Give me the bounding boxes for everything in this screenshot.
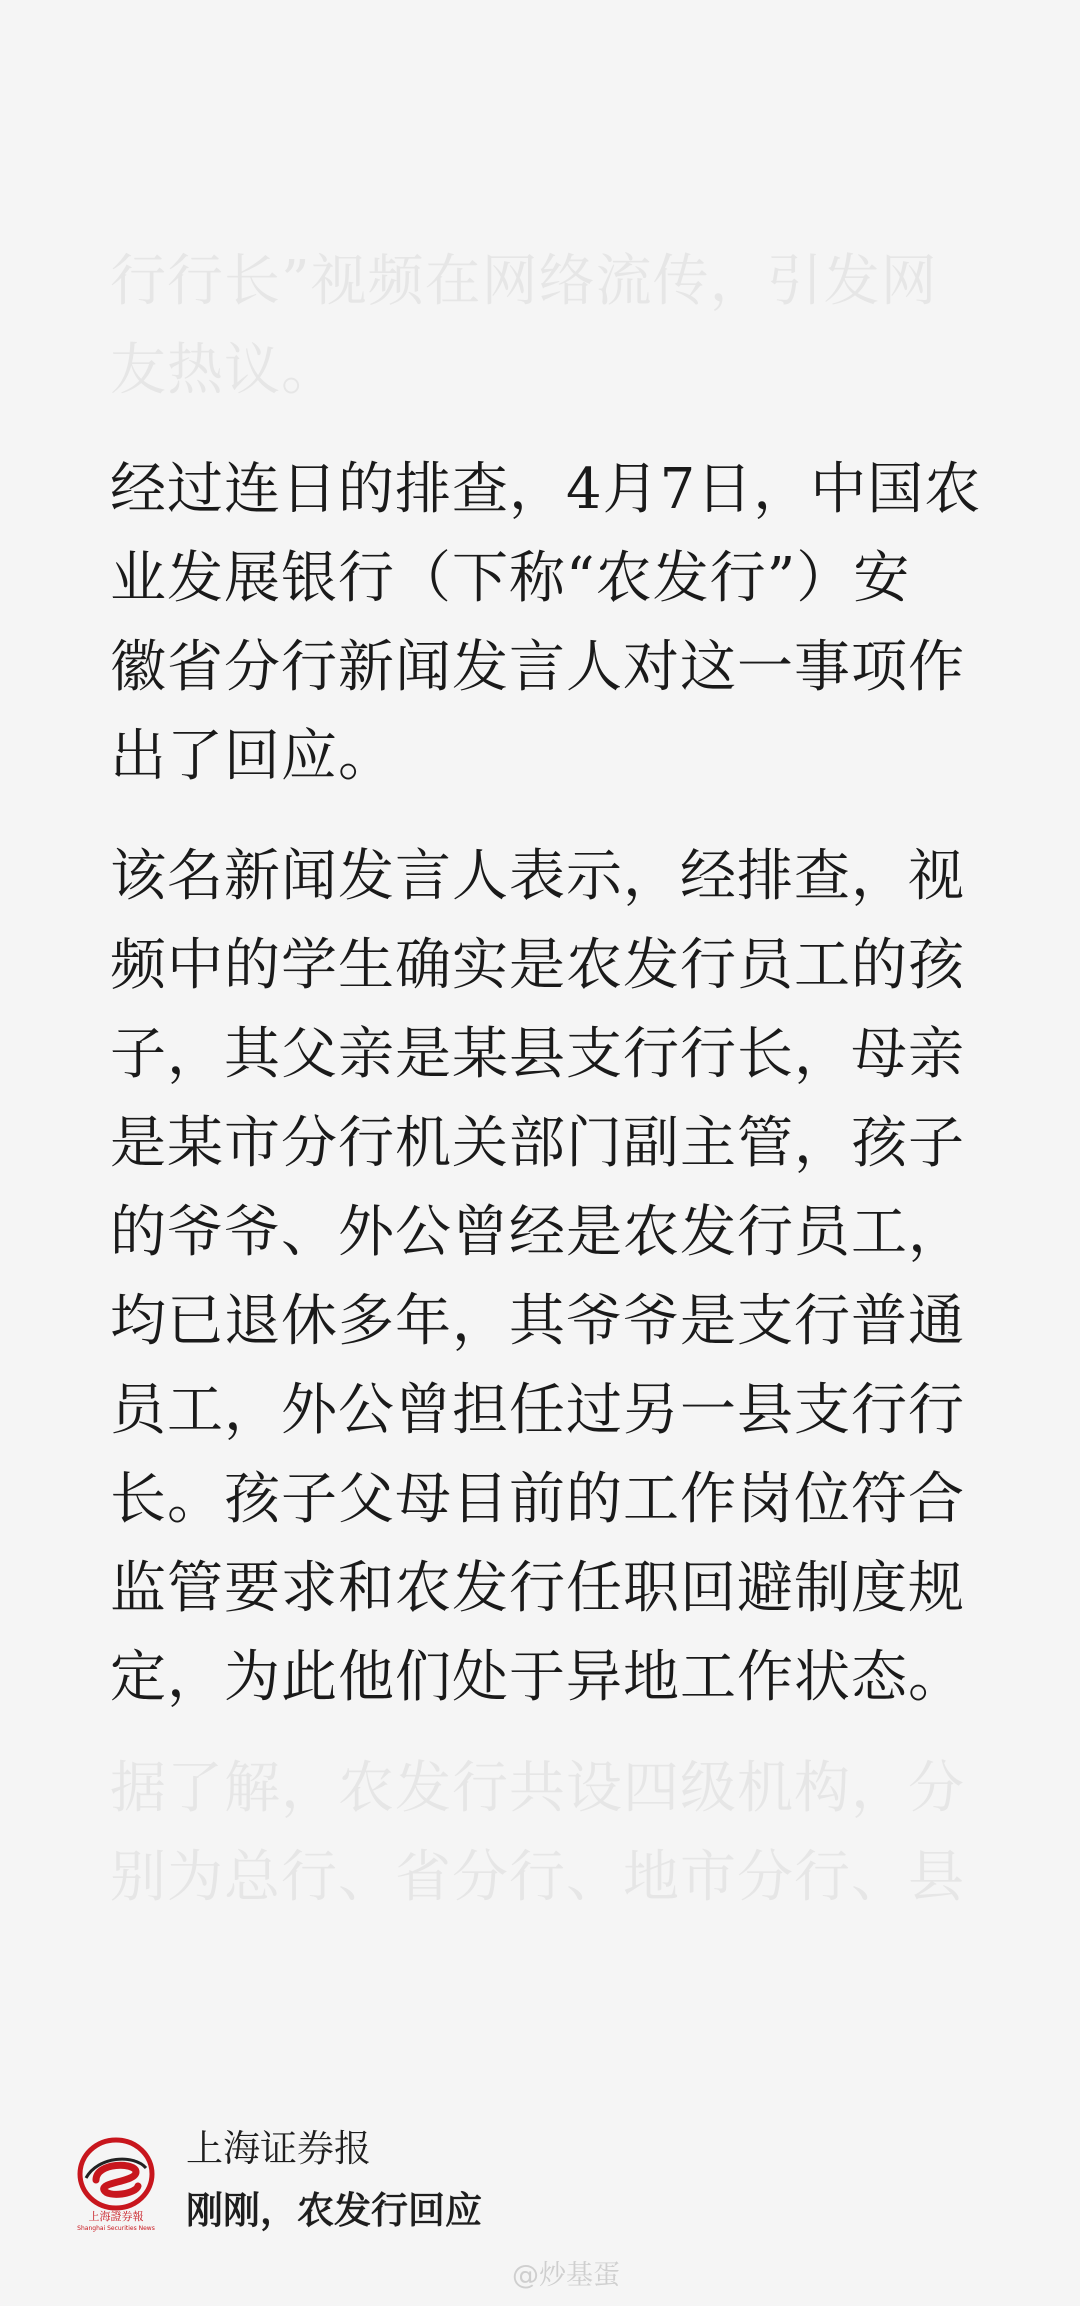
text-line: 该名新闻发言人表示，经排查，视 bbox=[110, 844, 965, 909]
svg-text:Shanghai Securities News: Shanghai Securities News bbox=[77, 2225, 155, 2232]
text-line: 友热议。 bbox=[110, 338, 338, 403]
text-line: 定，为此他们处于异地工作状态。 bbox=[110, 1645, 965, 1710]
paragraph-response bbox=[110, 445, 982, 801]
text-line: 徽省分行新闻发言人对这一事项作 bbox=[110, 635, 965, 700]
faded-next-paragraph bbox=[110, 1744, 970, 1922]
text-line: 频中的学生确实是农发行员工的孩 bbox=[110, 933, 965, 998]
source-name: 上海证券报 bbox=[186, 2127, 371, 2170]
svg-text:上海證券報: 上海證券報 bbox=[88, 2210, 144, 2223]
text-line: 据了解，农发行共设四级机构，分 bbox=[110, 1756, 965, 1821]
text-line: 均已退休多年，其爷爷是支行普通 bbox=[110, 1289, 965, 1354]
text-line: 别为总行、省分行、地市分行、县 bbox=[110, 1845, 965, 1910]
text-line: 经过连日的排查，4月7日，中国农 bbox=[110, 457, 982, 522]
source-headline: 刚刚，农发行回应 bbox=[186, 2189, 482, 2232]
text-line: 业发展银行（下称“农发行”）安 bbox=[110, 546, 911, 611]
top-fade-overlay bbox=[0, 0, 1080, 180]
text-line: 的爷爷、外公曾经是农发行员工， bbox=[110, 1200, 965, 1265]
text-line: 长。孩子父母目前的工作岗位符合 bbox=[110, 1467, 965, 1532]
text-line: 子，其父亲是某县支行行长，母亲 bbox=[110, 1022, 965, 1087]
text-line: 监管要求和农发行任职回避制度规 bbox=[110, 1556, 965, 1621]
faded-previous-paragraph bbox=[110, 237, 970, 415]
text-line: 员工，外公曾担任过另一县支行行 bbox=[110, 1378, 965, 1443]
text-line: 行行长”视频在网络流传，引发网 bbox=[110, 249, 938, 314]
text-line: 出了回应。 bbox=[110, 724, 395, 789]
paragraph-spokesperson-statement bbox=[110, 832, 970, 1722]
shanghai-securities-news-logo-icon bbox=[74, 2132, 158, 2232]
weibo-watermark: @炒基蛋 bbox=[512, 2260, 620, 2291]
text-line: 是某市分行机关部门副主管，孩子 bbox=[110, 1111, 965, 1176]
source-attribution bbox=[74, 2124, 674, 2244]
